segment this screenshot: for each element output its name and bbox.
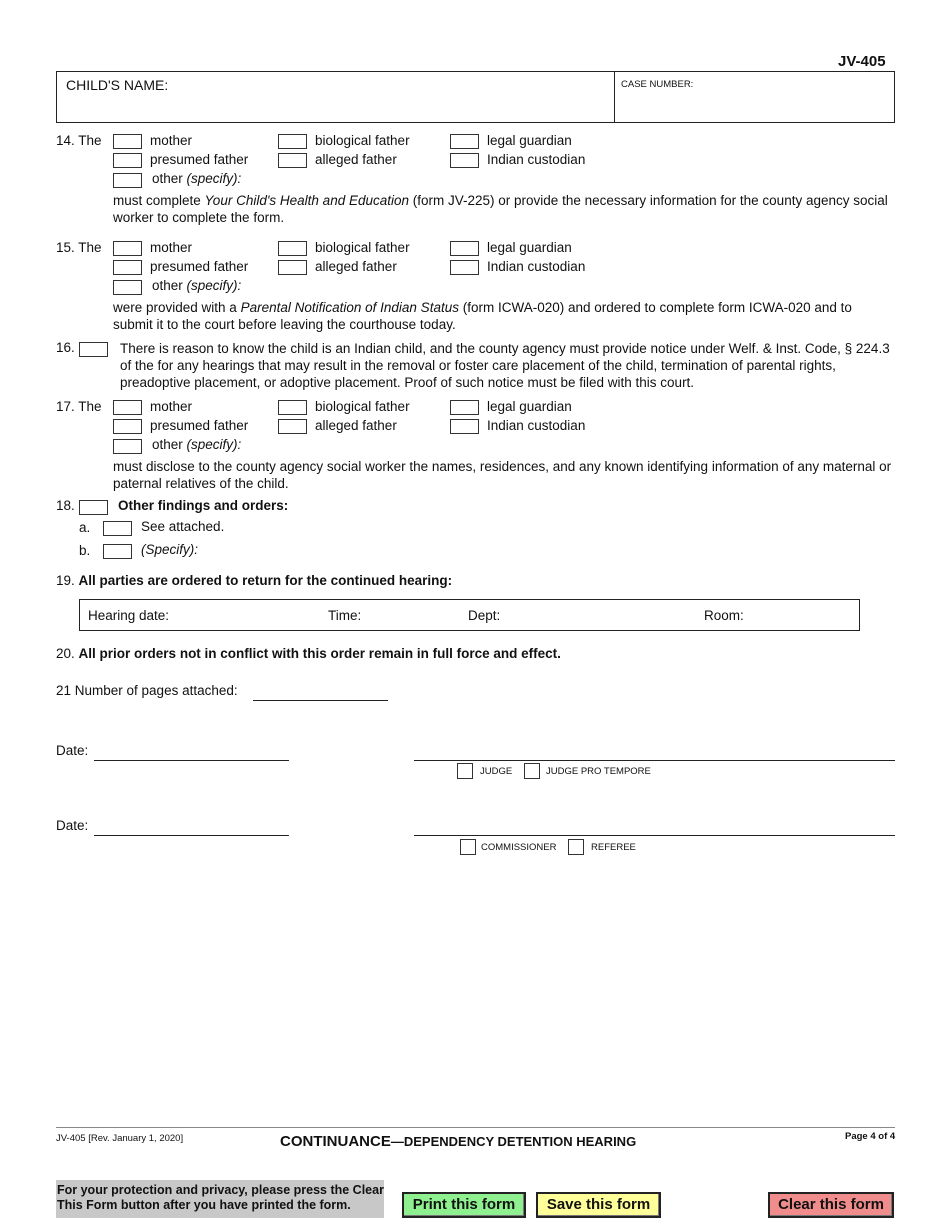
- item-14-alleged-father-checkbox[interactable]: [278, 153, 307, 168]
- header-box: [56, 71, 895, 123]
- save-form-button[interactable]: Save this form: [536, 1192, 661, 1218]
- item-19-text: All parties are ordered to return for the continued hearing:: [78, 573, 453, 588]
- item-15-other-word: other: [152, 278, 183, 293]
- item-17-legal-guardian-label: legal guardian: [487, 399, 572, 414]
- date-label-2: Date:: [56, 818, 89, 833]
- item-20-number: 20.: [56, 646, 75, 661]
- judge-pro-tempore-label: JUDGE PRO TEMPORE: [546, 766, 651, 777]
- footer-title-rest: —DEPENDENCY DETENTION HEARING: [390, 1134, 637, 1149]
- item-14-presumed-father-label: presumed father: [150, 152, 249, 167]
- item-15-other-label: [152, 278, 241, 294]
- item-14-other-checkbox[interactable]: [113, 173, 142, 188]
- item-17-other-label: [152, 437, 241, 453]
- item-14-text: [113, 192, 893, 226]
- item-14-other-word: other: [152, 171, 183, 186]
- item-14-legal-guardian-checkbox[interactable]: [450, 134, 479, 149]
- item-15-alleged-father-label: alleged father: [315, 259, 397, 274]
- item-15-alleged-father-checkbox[interactable]: [278, 260, 307, 275]
- privacy-line-2: This Form button after you have printed the form.: [57, 1198, 351, 1212]
- item-15-presumed-father-checkbox[interactable]: [113, 260, 142, 275]
- item-14-mother-label: mother: [150, 133, 193, 148]
- case-number-field[interactable]: [619, 94, 889, 118]
- item-15-text-a: were provided with a: [113, 300, 241, 315]
- item-15-indian-custodian-label: Indian custodian: [487, 259, 586, 274]
- item-14-specify: (specify):: [186, 171, 242, 186]
- item-15-form-title: Parental Notification of Indian Status: [240, 300, 459, 315]
- referee-label: REFEREE: [591, 842, 636, 853]
- commissioner-signature-line: [414, 835, 895, 836]
- hearing-date-label: Hearing date:: [88, 608, 170, 623]
- item-17-biological-father-checkbox[interactable]: [278, 400, 307, 415]
- item-14-form-title: Your Child's Health and Education: [204, 193, 410, 208]
- item-14-indian-custodian-checkbox[interactable]: [450, 153, 479, 168]
- item-14-legal-guardian-label: legal guardian: [487, 133, 572, 148]
- item-15-indian-custodian-checkbox[interactable]: [450, 260, 479, 275]
- item-21-label: 21 Number of pages attached:: [56, 683, 238, 698]
- item-15-mother-label: mother: [150, 240, 193, 255]
- date-field-1[interactable]: [94, 760, 289, 761]
- item-15-presumed-father-label: presumed father: [150, 259, 249, 274]
- commissioner-checkbox[interactable]: [460, 839, 476, 855]
- judge-label: JUDGE: [480, 766, 513, 777]
- item-14-text-b: (form JV-225) or provide the necessary information for the county agency social worker to complete the form.: [113, 193, 888, 225]
- hearing-time-label: Time:: [328, 608, 362, 623]
- item-15-specify: (specify):: [186, 278, 242, 293]
- item-18a-label: a.: [79, 520, 91, 535]
- item-17-number: 17. The: [56, 399, 102, 414]
- item-17-specify: (specify):: [186, 437, 242, 452]
- item-17-mother-checkbox[interactable]: [113, 400, 142, 415]
- item-15-number: 15. The: [56, 240, 102, 255]
- item-18b-text: (Specify):: [141, 542, 199, 557]
- item-17-indian-custodian-checkbox[interactable]: [450, 419, 479, 434]
- footer-title-main: CONTINUANCE: [280, 1133, 391, 1150]
- item-14-biological-father-label: biological father: [315, 133, 410, 148]
- commissioner-label: COMMISSIONER: [481, 842, 557, 853]
- item-19-number: 19.: [56, 573, 75, 588]
- item-18a-text: See attached.: [141, 519, 225, 534]
- hearing-info-box: [79, 599, 860, 631]
- pages-attached-field[interactable]: [253, 700, 388, 701]
- item-18-title: Other findings and orders:: [118, 498, 289, 513]
- item-19-text-line: [56, 573, 452, 589]
- form-id: JV-405: [838, 53, 886, 70]
- case-number-divider: [614, 72, 615, 122]
- privacy-line-1: For your protection and privacy, please press the Clear: [57, 1183, 384, 1197]
- judge-pro-tempore-checkbox[interactable]: [524, 763, 540, 779]
- item-18b-label: b.: [79, 543, 91, 558]
- item-15-legal-guardian-checkbox[interactable]: [450, 241, 479, 256]
- item-16-text: There is reason to know the child is an Indian child, and the county agency must provide notice under Welf. & Inst. Code, § 224.3 of the for any hearings that may result in the removal or foster care placement of the child, termination of parental rights, preadoptive placement, or adoptive placement. Proof of such notice must be filed with this court.: [120, 341, 890, 390]
- item-16-checkbox[interactable]: [79, 342, 108, 357]
- item-14-alleged-father-label: alleged father: [315, 152, 397, 167]
- footer-page-number: Page 4 of 4: [845, 1131, 896, 1142]
- item-17-presumed-father-label: presumed father: [150, 418, 249, 433]
- item-15-biological-father-checkbox[interactable]: [278, 241, 307, 256]
- item-17-alleged-father-label: alleged father: [315, 418, 397, 433]
- item-20: [56, 646, 561, 662]
- item-17-presumed-father-checkbox[interactable]: [113, 419, 142, 434]
- item-17-alleged-father-checkbox[interactable]: [278, 419, 307, 434]
- date-label-1: Date:: [56, 743, 89, 758]
- item-17-other-checkbox[interactable]: [113, 439, 142, 454]
- item-17-indian-custodian-label: Indian custodian: [487, 418, 586, 433]
- item-18b-checkbox[interactable]: [103, 544, 132, 559]
- item-17-text: must disclose to the county agency social worker the names, residences, and any known identifying information of any maternal or paternal relatives of the child.: [113, 459, 892, 491]
- item-17-legal-guardian-checkbox[interactable]: [450, 400, 479, 415]
- judge-checkbox[interactable]: [457, 763, 473, 779]
- item-15-legal-guardian-label: legal guardian: [487, 240, 572, 255]
- item-15-other-checkbox[interactable]: [113, 280, 142, 295]
- case-number-label: CASE NUMBER:: [621, 79, 694, 90]
- footer-title: [280, 1134, 636, 1150]
- item-16-number: 16.: [56, 340, 75, 355]
- child-name-field[interactable]: [65, 96, 605, 118]
- item-14-other-label: [152, 171, 241, 187]
- item-15-biological-father-label: biological father: [315, 240, 410, 255]
- judge-signature-line: [414, 760, 895, 761]
- item-15-mother-checkbox[interactable]: [113, 241, 142, 256]
- print-form-button[interactable]: Print this form: [402, 1192, 526, 1218]
- item-17-mother-label: mother: [150, 399, 193, 414]
- hearing-room-label: Room:: [704, 608, 744, 623]
- item-14-number: 14. The: [56, 133, 102, 148]
- item-14-text-a: must complete: [113, 193, 205, 208]
- clear-form-button[interactable]: Clear this form: [768, 1192, 894, 1218]
- child-name-label: CHILD'S NAME:: [66, 77, 169, 93]
- privacy-notice: [56, 1180, 384, 1218]
- item-20-text: All prior orders not in conflict with this order remain in full force and effect.: [78, 646, 561, 661]
- footer-rule: [56, 1127, 895, 1128]
- item-14-indian-custodian-label: Indian custodian: [487, 152, 586, 167]
- item-17-other-word: other: [152, 437, 183, 452]
- item-18-checkbox[interactable]: [79, 500, 108, 515]
- item-14-biological-father-checkbox[interactable]: [278, 134, 307, 149]
- item-15-text: [113, 299, 893, 333]
- item-17-biological-father-label: biological father: [315, 399, 410, 414]
- item-14-mother-checkbox[interactable]: [113, 134, 142, 149]
- hearing-dept-label: Dept:: [468, 608, 501, 623]
- item-15-text-b: (form ICWA-020) and ordered to complete form ICWA-020 and to submit it to the court before leaving the courthouse today.: [113, 300, 852, 332]
- footer-revision: JV-405 [Rev. January 1, 2020]: [56, 1133, 184, 1144]
- referee-checkbox[interactable]: [568, 839, 584, 855]
- item-18-number: 18.: [56, 498, 75, 513]
- item-14-presumed-father-checkbox[interactable]: [113, 153, 142, 168]
- item-18a-checkbox[interactable]: [103, 521, 132, 536]
- date-field-2[interactable]: [94, 835, 289, 836]
